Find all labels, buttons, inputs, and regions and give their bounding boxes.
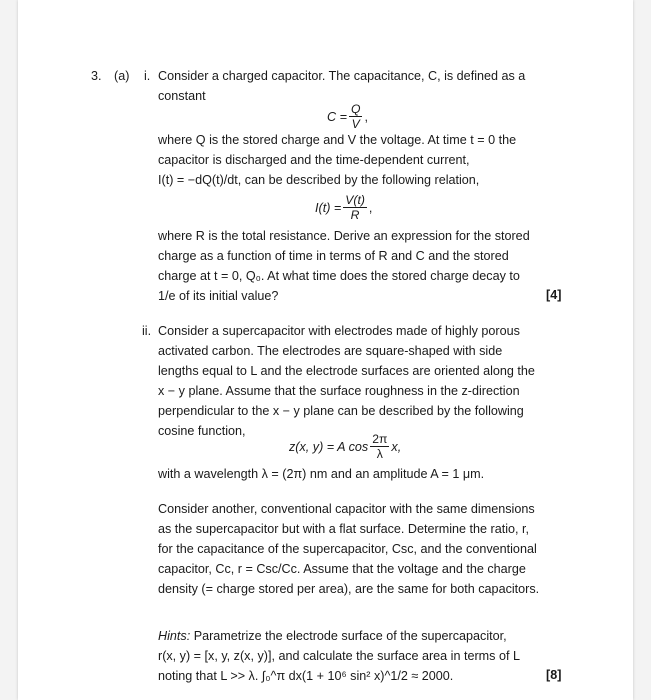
equation-surface: z(x, y) = A cos $\frac{2\pi}{\lambda}$ x, [289, 432, 402, 461]
text-line: with a wavelength λ = (2π) nm and an amplitude A = 1 μm. [158, 467, 485, 481]
part-label: (a) [114, 69, 130, 83]
text-line: where R is the total resistance. Derive an expression for the stored [158, 229, 530, 243]
text-line: as the supercapacitor but with a flat surface. Determine the ratio, r, [158, 522, 529, 536]
text-line: cosine function, [158, 424, 246, 438]
text-line: 1/e of its initial value? [158, 289, 279, 303]
text-line: density (= charge stored per area), are the same for both capacitors. [158, 582, 540, 596]
subpart-ii-label: ii. [142, 324, 152, 338]
subpart-i-label: i. [144, 69, 151, 83]
text-line: capacitor, Cc, r = Csc/Cc. Assume that the voltage and the charge [158, 562, 526, 576]
question-number: 3. [91, 69, 102, 83]
text-line: r(x, y) = [x, y, z(x, y)], and calculate the surface area in terms of L [158, 649, 520, 663]
text-line: constant [158, 89, 206, 103]
hints-label: Hints: [158, 629, 191, 643]
text-line: I(t) = −dQ(t)/dt, can be described by the following relation, [158, 173, 480, 187]
text-line: for the capacitance of the supercapacitor, Csc, and the conventional [158, 542, 537, 556]
text-line: charge as a function of time in terms of R and C and the stored [158, 249, 509, 263]
text-line: where Q is the stored charge and V the voltage. At time t = 0 the [158, 133, 517, 147]
hints-line: Hints: Parametrize the electrode surface of the supercapacitor, [158, 629, 507, 643]
exam-page [18, 0, 633, 700]
equation-current: I(t) = $\frac{V(t)}{R}$ , [315, 193, 373, 222]
equation-capacitance: C = $\frac{Q}{V}$ , [327, 102, 368, 131]
text-line: Consider another, conventional capacitor with the same dimensions [158, 502, 535, 516]
text-line: Consider a supercapacitor with electrodes made of highly porous [158, 324, 520, 338]
text-line: x − y plane. Assume that the surface roughness in the z-direction [158, 384, 520, 398]
text-line: perpendicular to the x − y plane can be described by the following [158, 404, 524, 418]
text-line: noting that L >> λ. ∫₀^π dx(1 + 10⁶ sin² x)^1/2 ≈ 2000. [158, 669, 454, 683]
marks-part-i: [4] [546, 288, 562, 302]
marks-part-ii: [8] [546, 668, 562, 682]
text-line: lengths equal to L and the electrode surfaces are oriented along the [158, 364, 535, 378]
text-line: activated carbon. The electrodes are square-shaped with side [158, 344, 503, 358]
text-line: capacitor is discharged and the time-dependent current, [158, 153, 470, 167]
text-line: Consider a charged capacitor. The capacitance, C, is defined as a [158, 69, 526, 83]
text-line: charge at t = 0, Q₀. At what time does the stored charge decay to [158, 269, 520, 283]
